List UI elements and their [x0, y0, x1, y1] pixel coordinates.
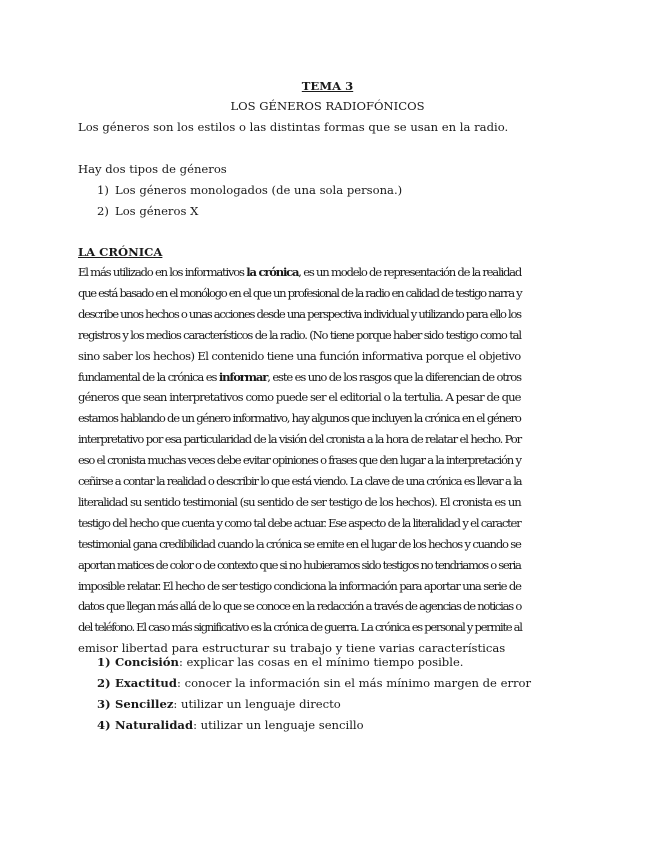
text-run: que está basado en el monólogo en el que un profesional de la radio en calidad de testigo narra y [78, 285, 522, 300]
feature-text [115, 673, 531, 694]
text-line [78, 471, 521, 492]
feature-description: : conocer la información sin el más mínimo margen de error [176, 676, 532, 690]
text-line [78, 408, 521, 429]
document-title: TEMA 3 [301, 79, 354, 93]
text-run: emisor libertad para estructurar su trabajo y tiene varias características [78, 641, 506, 656]
section-heading: LA CRÓNICA [78, 245, 163, 259]
feature-text [115, 652, 464, 673]
bold-term: la crónica [246, 265, 299, 279]
text-line [78, 555, 521, 576]
feature-term: Exactitud [115, 676, 177, 690]
feature-number: 3) [97, 697, 111, 711]
feature-description: : utilizar un lenguaje sencillo [193, 718, 364, 732]
text-line [78, 513, 521, 534]
text-line [78, 304, 521, 325]
list-number: 2) [97, 204, 109, 218]
feature-term: Sencillez [115, 697, 174, 711]
text-run: imposible relatar. El hecho de ser testigo condiciona la información para aportar una serie de [78, 578, 521, 593]
text-run: eso el cronista muchas veces debe evitar opiniones o frases que den lugar a la interpretación y [78, 453, 521, 468]
bold-term: informar [218, 369, 268, 384]
feature-text [115, 715, 364, 736]
list-text: Los géneros monologados (de una sola persona.) [115, 183, 403, 197]
document-subtitle: LOS GÉNEROS RADIOFÓNICOS [230, 99, 425, 113]
text-run: El más utilizado en los informativos [78, 265, 247, 279]
text-run: registros y los medios característicos de la radio. (No tiene porque haber sido testigo como tal [78, 327, 521, 342]
text-line [78, 429, 521, 450]
intro-paragraph: Los géneros son los estilos o las distintas formas que se usan en la radio. [78, 120, 509, 134]
text-line [78, 367, 521, 388]
text-run: literalidad su sentido testimonial (su sentido de ser testigo de los hechos). El cronista es un [78, 494, 521, 509]
text-run: testimonial gana credibilidad cuando la crónica se emite en el lugar de los hechos y cuando se [78, 536, 521, 551]
text-run: estamos hablando de un género informativo, hay algunos que incluyen la crónica en el género [78, 411, 521, 426]
text-line [78, 325, 521, 346]
list-number: 1) [97, 183, 109, 197]
text-line [78, 262, 521, 283]
text-line [78, 617, 521, 638]
text-run: del teléfono. El caso más significativo es la crónica de guerra. La crónica es personal y permite al [78, 620, 522, 635]
text-run: , este es uno de los rasgos que la diferencian de otros [267, 369, 521, 384]
text-run: sino saber los hechos) El contenido tiene una función informativa porque el objetivo [78, 348, 521, 363]
feature-number: 1) [97, 655, 111, 669]
feature-number: 2) [97, 676, 111, 690]
text-run: interpretativo por esa particularidad de la visión del cronista a la hora de relatar el hecho. Por [78, 432, 521, 447]
text-run: describe unos hechos o unas acciones desde una perspectiva individual y utilizando para ello los [78, 306, 521, 321]
text-line [78, 596, 521, 617]
text-run: géneros que sean interpretativos como puede ser el editorial o la tertulia. A pesar de que [78, 390, 521, 405]
list-text: Los géneros X [115, 204, 199, 218]
feature-term: Concisión [115, 655, 179, 669]
feature-description: : explicar las cosas en el mínimo tiempo posible. [178, 655, 464, 669]
feature-number: 4) [97, 718, 111, 732]
text-line [78, 534, 521, 555]
feature-text [115, 694, 341, 715]
text-run: datos que llegan más allá de lo que se conoce en la redacción a través de agencias de noticias o [78, 599, 522, 614]
text-line [78, 346, 521, 367]
text-run: , es un modelo de representación de la realidad [298, 265, 522, 279]
feature-description: : utilizar un lenguaje directo [173, 697, 341, 711]
text-run: aportan matices de color o de contexto que si no hubieramos sido testigos no tendriamos o seria [78, 557, 521, 572]
types-intro: Hay dos tipos de géneros [78, 162, 227, 176]
text-line [78, 283, 521, 304]
text-line [78, 492, 521, 513]
text-run: fundamental de la crónica es [78, 369, 219, 384]
text-line [78, 576, 521, 597]
text-run: testigo del hecho que cuenta y como tal debe actuar. Ese aspecto de la literalidad y el caracter [78, 515, 521, 530]
feature-term: Naturalidad [115, 718, 194, 732]
text-run: ceñirse a contar la realidad o describir lo que está viendo. La clave de una crónica es llevar a la [78, 474, 522, 488]
text-line [78, 450, 521, 471]
text-line [78, 387, 521, 408]
